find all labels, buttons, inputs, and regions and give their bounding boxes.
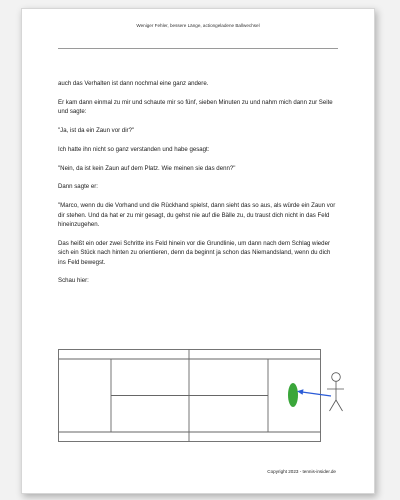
page-header: Weniger Fehler, bessere Länge, actiongeladene Ballwechsel [136, 23, 260, 28]
document-page [21, 8, 375, 494]
paragraph: Das heißt ein oder zwei Schritte ins Feld hinein vor die Grundlinie, um dann nach dem Schlag wieder sich ein Stück nach hinten zu orientieren, denn da beginnt ja schon das Niemandsland, wenn du dich ins Feld bewegst. [58, 239, 331, 266]
paragraph: auch das Verhalten ist dann nochmal eine ganz andere. [58, 80, 209, 87]
paragraph: Er kam dann einmal zu mir und schaute mir so fünf, sieben Minuten zu und nahm mich dann zur Seite und sagte: [58, 98, 333, 116]
paragraph: "Nein, da ist kein Zaun auf dem Platz. Wie meinen sie das denn?" [58, 164, 236, 172]
green-zone-icon [288, 383, 298, 407]
paragraph: "Ja, ist da ein Zaun vor dir?" [58, 127, 135, 134]
paragraph: Schau hier: [58, 277, 89, 285]
paragraph: Dann sagte er: [58, 183, 98, 191]
blue-arrow-icon [297, 389, 331, 396]
page-footer: Copyright 2023 - tennis-insider.de [267, 469, 336, 474]
body-text [58, 79, 338, 295]
court-lines [59, 350, 321, 442]
tennis-court-illustration [58, 349, 344, 444]
tennis-court-svg [58, 349, 344, 444]
paragraph: Ich hatte ihn nicht so ganz verstanden und habe gesagt: [58, 145, 210, 153]
paragraph: "Marco, wenn du die Vorhand und die Rückhand spielst, dann sieht das so aus, als würde ein Zaun vor dir stehen. Und da hat er zu mir gesagt, du gehst nie auf die Bälle zu, du traust dich nicht in das Feld hineinzugehen. [58, 202, 336, 228]
stick-figure-player-icon [327, 373, 344, 411]
header-divider [58, 48, 338, 49]
